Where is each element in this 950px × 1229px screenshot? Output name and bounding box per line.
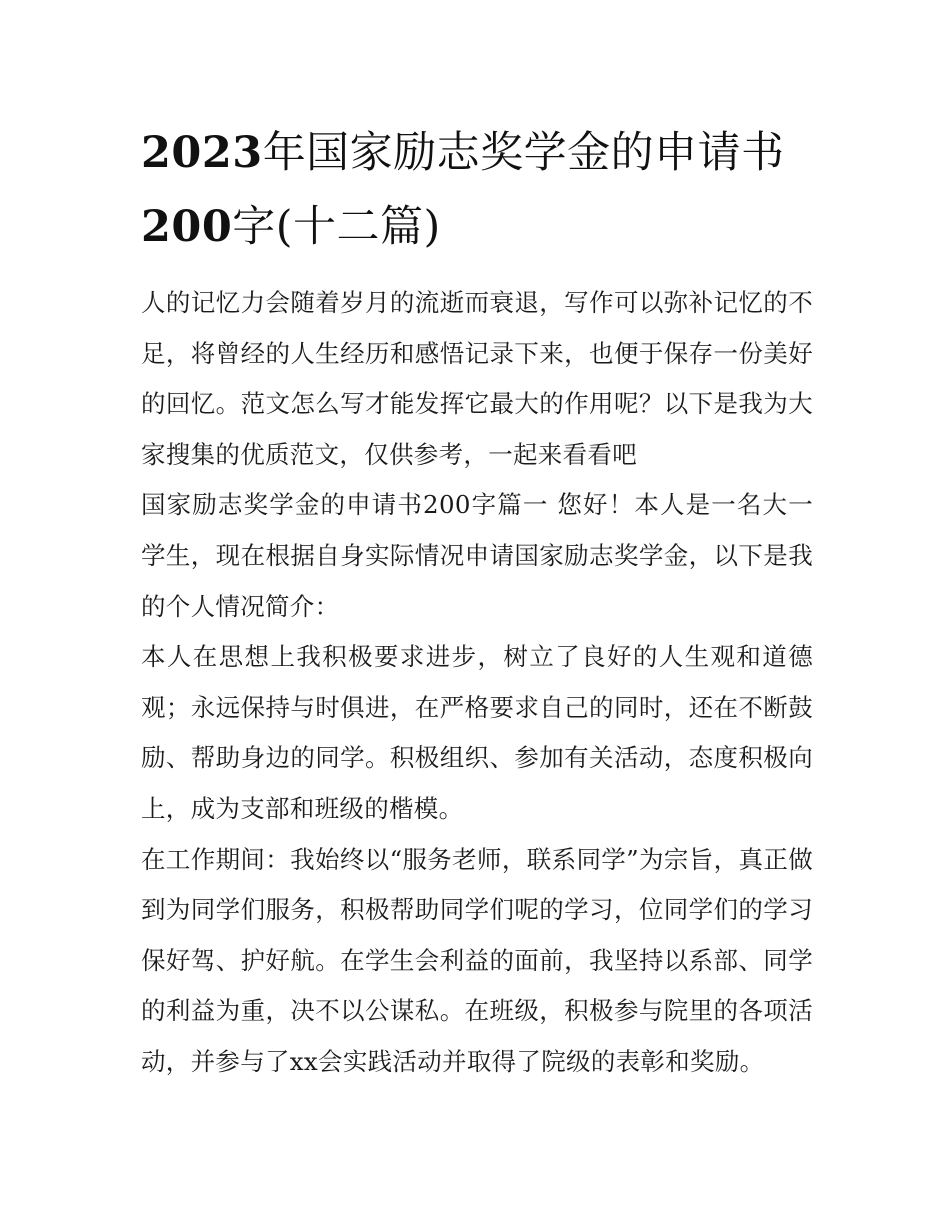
title-count: 200 [141, 202, 233, 252]
paragraph-work: 在工作期间：我始终以“服务老师，联系同学”为宗旨，真正做到为同学们服务，积极帮助同学们呢的学习，位同学们的学习保好驾、护好航。在学生会利益的面前，我坚持以系部、同学的利益为重，决不以公谋私。在班级，积极参与院里的各项活动，并参与了xx会实践活动并取得了院级的表彰和奖励。 [141, 844, 813, 1076]
paragraph-intro: 人的记忆力会随着岁月的流逝而衰退，写作可以弥补记忆的不足，将曾经的人生经历和感悟记录下来，也便于保存一份美好的回忆。范文怎么写才能发挥它最大的作用呢？以下是我为大家搜集的优质范文，仅供参考，一起来看看吧 [141, 288, 813, 469]
title-end: 字(十二篇) [232, 202, 441, 252]
document-body [141, 278, 813, 1088]
title-year: 2023 [141, 128, 263, 178]
paragraph-thought: 本人在思想上我积极要求进步，树立了良好的人生观和道德观；永远保持与时俱进，在严格要求自己的同时，还在不断鼓励、帮助身边的同学。积极组织、参加有关活动，态度积极向上，成为支部和班级的楷模。 [141, 642, 813, 823]
document-title [141, 116, 821, 264]
paragraph-greeting: 国家励志奖学金的申请书200字篇一 您好！本人是一名大一学生，现在根据自身实际情况申请国家励志奖学金，以下是我的个人情况简介： [141, 490, 813, 621]
title-middle: 年国家励志奖学金的申请书 [262, 128, 785, 178]
